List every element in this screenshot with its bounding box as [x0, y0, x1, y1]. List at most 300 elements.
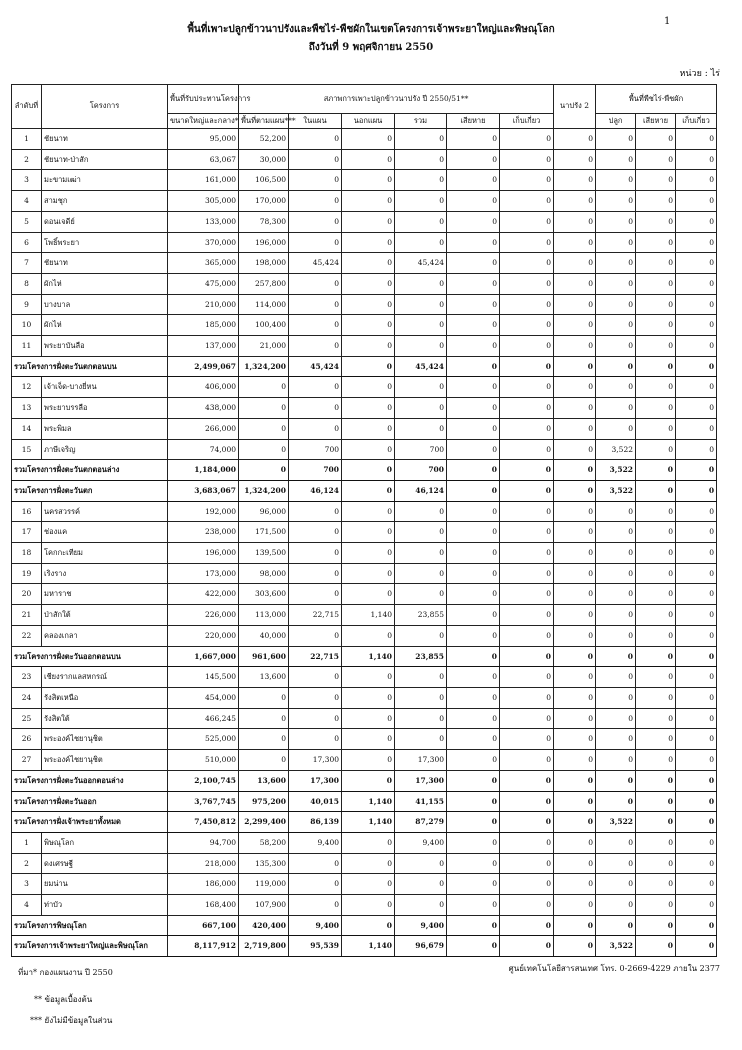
header-rice-harvested: เก็บเกี่ยว	[500, 114, 554, 129]
row-value-cell: 0	[395, 625, 447, 646]
row-value-cell: 0	[554, 832, 596, 853]
row-value-cell: 0	[289, 729, 342, 750]
row-value-cell: 0	[636, 253, 676, 274]
row-value-cell: 0	[596, 294, 636, 315]
row-value-cell: 0	[676, 418, 717, 439]
row-value-cell: 0	[395, 232, 447, 253]
row-value-cell: 0	[239, 377, 289, 398]
row-value-cell: 0	[342, 563, 395, 584]
row-value-cell: 1,324,200	[239, 480, 289, 501]
row-value-cell: 0	[554, 729, 596, 750]
row-value-cell: 0	[676, 584, 717, 605]
row-value-cell: 0	[447, 398, 500, 419]
row-value-cell: 0	[395, 211, 447, 232]
row-value-cell: 0	[596, 750, 636, 771]
row-value-cell: 0	[636, 129, 676, 150]
row-value-cell: 0	[596, 501, 636, 522]
row-value-cell: 0	[554, 273, 596, 294]
row-value-cell: 0	[289, 129, 342, 150]
row-value-cell: 3,522	[596, 936, 636, 957]
row-project-name: พระองค์ไชยานุชิต	[42, 729, 168, 750]
row-value-cell: 196,000	[239, 232, 289, 253]
row-value-cell: 114,000	[239, 294, 289, 315]
row-value-cell: 0	[596, 605, 636, 626]
row-value-cell: 0	[676, 273, 717, 294]
row-value-cell: 0	[447, 439, 500, 460]
row-value-cell: 0	[447, 191, 500, 212]
table-row	[12, 832, 717, 853]
row-value-cell: 0	[342, 895, 395, 916]
row-value-cell: 0	[676, 398, 717, 419]
row-value-cell: 0	[500, 418, 554, 439]
row-value-cell: 700	[289, 439, 342, 460]
subtotal-label: รวมโครงการฝั่งเจ้าพระยาทั้งหมด	[12, 812, 168, 833]
row-project-name: ชัยนาท	[42, 129, 168, 150]
row-value-cell: 0	[676, 460, 717, 481]
row-value-cell: 0	[447, 729, 500, 750]
row-value-cell: 173,000	[168, 563, 239, 584]
row-seq: 21	[12, 605, 42, 626]
row-seq: 4	[12, 895, 42, 916]
subtotal-label: รวมโครงการฝั่งตะวันออก	[12, 791, 168, 812]
row-value-cell: 45,424	[395, 356, 447, 377]
row-value-cell: 0	[342, 398, 395, 419]
table-row	[12, 667, 717, 688]
row-value-cell: 0	[342, 377, 395, 398]
row-value-cell: 0	[239, 708, 289, 729]
row-value-cell: 58,200	[239, 832, 289, 853]
row-value-cell: 0	[500, 377, 554, 398]
row-project-name: ดงเศรษฐี	[42, 853, 168, 874]
row-value-cell: 0	[289, 563, 342, 584]
row-value-cell: 0	[395, 315, 447, 336]
row-value-cell: 98,000	[239, 563, 289, 584]
row-project-name: โคกกะเทียม	[42, 543, 168, 564]
row-value-cell: 0	[636, 563, 676, 584]
row-value-cell: 0	[636, 418, 676, 439]
row-value-cell: 17,300	[395, 750, 447, 771]
row-value-cell: 0	[636, 853, 676, 874]
row-value-cell: 0	[500, 687, 554, 708]
row-value-cell: 0	[554, 398, 596, 419]
row-value-cell: 3,522	[596, 460, 636, 481]
row-value-cell: 0	[395, 729, 447, 750]
row-value-cell: 0	[447, 853, 500, 874]
row-value-cell: 0	[636, 543, 676, 564]
row-seq: 16	[12, 501, 42, 522]
row-value-cell: 0	[676, 853, 717, 874]
row-value-cell: 0	[447, 646, 500, 667]
header-field-damaged: เสียหาย	[636, 114, 676, 129]
row-project-name: ชัยนาท-ป่าสัก	[42, 149, 168, 170]
row-seq: 3	[12, 170, 42, 191]
row-value-cell: 9,400	[289, 832, 342, 853]
row-value-cell: 0	[596, 149, 636, 170]
subtotal-label: รวมโครงการฝั่งตะวันตก	[12, 480, 168, 501]
row-project-name: รังสิตเหนือ	[42, 687, 168, 708]
row-value-cell: 2,299,400	[239, 812, 289, 833]
row-project-name: มหาราช	[42, 584, 168, 605]
row-value-cell: 0	[676, 211, 717, 232]
row-value-cell: 13,600	[239, 667, 289, 688]
row-value-cell: 0	[395, 853, 447, 874]
row-value-cell: 0	[500, 605, 554, 626]
row-value-cell: 0	[289, 377, 342, 398]
row-value-cell: 0	[636, 336, 676, 357]
row-value-cell: 0	[676, 191, 717, 212]
header-project: โครงการ	[42, 85, 168, 129]
row-value-cell: 0	[636, 667, 676, 688]
row-value-cell: 106,500	[239, 170, 289, 191]
row-value-cell: 0	[636, 460, 676, 481]
row-value-cell: 192,000	[168, 501, 239, 522]
row-value-cell: 0	[596, 398, 636, 419]
row-value-cell: 0	[636, 273, 676, 294]
row-value-cell: 0	[596, 232, 636, 253]
row-value-cell: 370,000	[168, 232, 239, 253]
row-value-cell: 21,000	[239, 336, 289, 357]
footer-note-1: ที่มา* กองแผนงาน ปี 2550	[18, 968, 113, 977]
row-value-cell: 0	[596, 336, 636, 357]
row-value-cell: 0	[289, 522, 342, 543]
row-value-cell: 0	[342, 211, 395, 232]
row-value-cell: 0	[342, 584, 395, 605]
row-value-cell: 0	[636, 356, 676, 377]
row-project-name: ป่าสักใต้	[42, 605, 168, 626]
row-value-cell: 161,000	[168, 170, 239, 191]
row-value-cell: 1,140	[342, 812, 395, 833]
row-value-cell: 63,067	[168, 149, 239, 170]
row-value-cell: 0	[239, 398, 289, 419]
table-row	[12, 543, 717, 564]
row-project-name: ชัยนาท	[42, 253, 168, 274]
data-table	[11, 84, 717, 957]
row-value-cell: 0	[554, 770, 596, 791]
row-value-cell: 0	[596, 418, 636, 439]
row-value-cell: 0	[500, 522, 554, 543]
row-project-name: นครสวรรค์	[42, 501, 168, 522]
table-row	[12, 853, 717, 874]
row-value-cell: 0	[676, 874, 717, 895]
row-value-cell: 0	[636, 895, 676, 916]
row-value-cell: 422,000	[168, 584, 239, 605]
row-value-cell: 0	[289, 418, 342, 439]
row-value-cell: 0	[676, 936, 717, 957]
row-seq: 17	[12, 522, 42, 543]
row-value-cell: 0	[342, 708, 395, 729]
row-value-cell: 17,300	[289, 770, 342, 791]
row-project-name: คลองเกลา	[42, 625, 168, 646]
row-value-cell: 0	[596, 543, 636, 564]
row-value-cell: 0	[289, 398, 342, 419]
row-value-cell: 0	[500, 853, 554, 874]
row-value-cell: 0	[289, 543, 342, 564]
row-value-cell: 0	[500, 336, 554, 357]
row-value-cell: 107,900	[239, 895, 289, 916]
row-value-cell: 0	[289, 315, 342, 336]
row-value-cell: 0	[500, 791, 554, 812]
row-project-name: โพธิ์พระยา	[42, 232, 168, 253]
row-value-cell: 305,000	[168, 191, 239, 212]
row-value-cell: 0	[676, 625, 717, 646]
row-value-cell: 0	[447, 895, 500, 916]
row-value-cell: 0	[596, 563, 636, 584]
row-value-cell: 0	[554, 315, 596, 336]
row-value-cell: 0	[636, 232, 676, 253]
row-value-cell: 100,400	[239, 315, 289, 336]
row-value-cell: 0	[676, 501, 717, 522]
row-value-cell: 454,000	[168, 687, 239, 708]
row-value-cell: 0	[676, 480, 717, 501]
row-value-cell: 0	[447, 315, 500, 336]
row-value-cell: 0	[447, 687, 500, 708]
row-value-cell: 0	[636, 915, 676, 936]
row-value-cell: 0	[636, 874, 676, 895]
row-value-cell: 119,000	[239, 874, 289, 895]
row-value-cell: 0	[554, 625, 596, 646]
header-field-plant: ปลูก	[596, 114, 636, 129]
table-row	[12, 687, 717, 708]
row-value-cell: 0	[636, 750, 676, 771]
row-value-cell: 0	[554, 687, 596, 708]
row-value-cell: 0	[554, 646, 596, 667]
row-value-cell: 0	[554, 915, 596, 936]
row-value-cell: 0	[596, 646, 636, 667]
table-row	[12, 874, 717, 895]
row-value-cell: 0	[447, 460, 500, 481]
row-value-cell: 0	[342, 853, 395, 874]
subtotal-row	[12, 936, 717, 957]
row-value-cell: 1,140	[342, 791, 395, 812]
header-target: พื้นที่รับประทานโครงการ	[168, 85, 239, 114]
row-value-cell: 0	[395, 191, 447, 212]
row-seq: 9	[12, 294, 42, 315]
subtotal-row	[12, 646, 717, 667]
row-value-cell: 0	[676, 377, 717, 398]
row-value-cell: 0	[447, 377, 500, 398]
row-value-cell: 210,000	[168, 294, 239, 315]
row-seq: 24	[12, 687, 42, 708]
table-row	[12, 253, 717, 274]
row-value-cell: 0	[636, 191, 676, 212]
row-value-cell: 0	[395, 563, 447, 584]
row-value-cell: 0	[676, 170, 717, 191]
row-value-cell: 0	[447, 563, 500, 584]
row-value-cell: 0	[447, 832, 500, 853]
page-number: 1	[664, 16, 671, 27]
row-value-cell: 78,300	[239, 211, 289, 232]
subtotal-label: รวมโครงการฝั่งตะวันตกตอนบน	[12, 356, 168, 377]
table-row	[12, 729, 717, 750]
row-value-cell: 0	[239, 418, 289, 439]
row-value-cell: 0	[636, 936, 676, 957]
row-value-cell: 438,000	[168, 398, 239, 419]
row-project-name: มะขามเฒ่า	[42, 170, 168, 191]
row-value-cell: 0	[554, 211, 596, 232]
row-value-cell: 0	[289, 874, 342, 895]
row-value-cell: 0	[500, 129, 554, 150]
row-value-cell: 0	[554, 294, 596, 315]
row-value-cell: 1,184,000	[168, 460, 239, 481]
row-value-cell: 0	[447, 874, 500, 895]
row-value-cell: 0	[289, 667, 342, 688]
row-seq: 19	[12, 563, 42, 584]
row-value-cell: 0	[500, 708, 554, 729]
row-value-cell: 0	[554, 418, 596, 439]
table-row	[12, 294, 717, 315]
row-value-cell: 22,715	[289, 605, 342, 626]
table-row	[12, 336, 717, 357]
row-value-cell: 0	[554, 936, 596, 957]
row-value-cell: 0	[289, 853, 342, 874]
row-value-cell: 3,683,067	[168, 480, 239, 501]
row-value-cell: 0	[596, 895, 636, 916]
row-value-cell: 0	[596, 687, 636, 708]
row-value-cell: 0	[447, 584, 500, 605]
row-value-cell: 133,000	[168, 211, 239, 232]
row-value-cell: 0	[342, 129, 395, 150]
row-value-cell: 9,400	[395, 915, 447, 936]
row-value-cell: 0	[395, 584, 447, 605]
row-value-cell: 3,522	[596, 812, 636, 833]
row-value-cell: 0	[554, 605, 596, 626]
row-project-name: สามชุก	[42, 191, 168, 212]
table-row	[12, 232, 717, 253]
subtotal-row	[12, 812, 717, 833]
row-value-cell: 96,000	[239, 501, 289, 522]
row-value-cell: 0	[596, 129, 636, 150]
row-value-cell: 1,140	[342, 646, 395, 667]
row-value-cell: 0	[342, 501, 395, 522]
row-value-cell: 0	[676, 812, 717, 833]
header-field: พื้นที่พืชไร่-พืชผัก	[596, 85, 717, 114]
row-value-cell: 0	[500, 211, 554, 232]
row-value-cell: 0	[596, 667, 636, 688]
row-value-cell: 266,000	[168, 418, 239, 439]
page-title: พื้นที่เพาะปลูกข้าวนาปรังและพืชไร่-พืชผักในเขตโครงการเจ้าพระยาใหญ่และพิษณุโลก	[187, 24, 555, 35]
row-value-cell: 0	[554, 191, 596, 212]
row-value-cell: 0	[289, 336, 342, 357]
row-value-cell: 1,140	[342, 936, 395, 957]
row-value-cell: 0	[636, 708, 676, 729]
row-value-cell: 0	[342, 915, 395, 936]
row-value-cell: 0	[676, 667, 717, 688]
row-seq: 1	[12, 129, 42, 150]
row-value-cell: 961,600	[239, 646, 289, 667]
row-value-cell: 0	[676, 729, 717, 750]
row-project-name: ผักไห่	[42, 273, 168, 294]
row-value-cell: 0	[289, 584, 342, 605]
row-value-cell: 0	[447, 232, 500, 253]
row-value-cell: 0	[447, 501, 500, 522]
header-field-harvested: เก็บเกี่ยว	[676, 114, 717, 129]
row-value-cell: 0	[636, 398, 676, 419]
row-value-cell: 0	[596, 832, 636, 853]
row-value-cell: 0	[395, 708, 447, 729]
page-subtitle: ถึงวันที่ 9 พฤศจิกายน 2550	[308, 42, 434, 53]
row-value-cell: 0	[500, 232, 554, 253]
row-value-cell: 139,500	[239, 543, 289, 564]
row-value-cell: 303,600	[239, 584, 289, 605]
row-value-cell: 2,100,745	[168, 770, 239, 791]
row-value-cell: 0	[636, 832, 676, 853]
row-value-cell: 171,500	[239, 522, 289, 543]
row-value-cell: 0	[447, 336, 500, 357]
row-value-cell: 0	[500, 356, 554, 377]
row-value-cell: 0	[676, 439, 717, 460]
row-value-cell: 0	[500, 294, 554, 315]
row-value-cell: 0	[289, 211, 342, 232]
row-value-cell: 0	[395, 273, 447, 294]
row-value-cell: 0	[500, 874, 554, 895]
row-value-cell: 0	[342, 315, 395, 336]
row-value-cell: 0	[500, 253, 554, 274]
row-value-cell: 46,124	[395, 480, 447, 501]
row-value-cell: 40,000	[239, 625, 289, 646]
row-value-cell: 0	[676, 895, 717, 916]
row-value-cell: 0	[342, 439, 395, 460]
row-value-cell: 170,000	[239, 191, 289, 212]
table-row	[12, 501, 717, 522]
row-value-cell: 0	[395, 501, 447, 522]
row-value-cell: 135,300	[239, 853, 289, 874]
row-value-cell: 0	[554, 480, 596, 501]
row-value-cell: 0	[395, 522, 447, 543]
row-value-cell: 3,767,745	[168, 791, 239, 812]
row-value-cell: 0	[342, 729, 395, 750]
row-value-cell: 0	[447, 936, 500, 957]
row-value-cell: 0	[676, 294, 717, 315]
row-value-cell: 0	[342, 460, 395, 481]
row-value-cell: 0	[596, 770, 636, 791]
row-value-cell: 0	[239, 439, 289, 460]
row-value-cell: 46,124	[289, 480, 342, 501]
row-value-cell: 0	[447, 253, 500, 274]
row-seq: 10	[12, 315, 42, 336]
row-value-cell: 226,000	[168, 605, 239, 626]
row-value-cell: 0	[596, 625, 636, 646]
row-value-cell: 0	[342, 170, 395, 191]
subtotal-label: รวมโครงการฝั่งตะวันออกตอนล่าง	[12, 770, 168, 791]
row-value-cell: 0	[447, 211, 500, 232]
row-value-cell: 510,000	[168, 750, 239, 771]
row-value-cell: 0	[596, 191, 636, 212]
footer-note-3: *** ยังไม่มีข้อมูลในส่วน	[30, 1016, 113, 1025]
row-value-cell: 0	[289, 708, 342, 729]
subtotal-label: รวมโครงการฝั่งตะวันตกตอนล่าง	[12, 460, 168, 481]
row-value-cell: 0	[500, 543, 554, 564]
row-value-cell: 0	[554, 129, 596, 150]
row-value-cell: 0	[500, 460, 554, 481]
row-seq: 12	[12, 377, 42, 398]
row-value-cell: 145,500	[168, 667, 239, 688]
row-value-cell: 0	[289, 149, 342, 170]
row-seq: 8	[12, 273, 42, 294]
row-value-cell: 0	[500, 273, 554, 294]
table-row	[12, 418, 717, 439]
row-value-cell: 0	[239, 729, 289, 750]
row-value-cell: 0	[447, 480, 500, 501]
row-value-cell: 0	[342, 232, 395, 253]
row-value-cell: 406,000	[168, 377, 239, 398]
row-value-cell: 0	[554, 543, 596, 564]
row-value-cell: 0	[636, 625, 676, 646]
subtotal-row	[12, 356, 717, 377]
row-value-cell: 466,245	[168, 708, 239, 729]
table-row	[12, 191, 717, 212]
row-value-cell: 0	[636, 584, 676, 605]
row-value-cell: 700	[395, 439, 447, 460]
